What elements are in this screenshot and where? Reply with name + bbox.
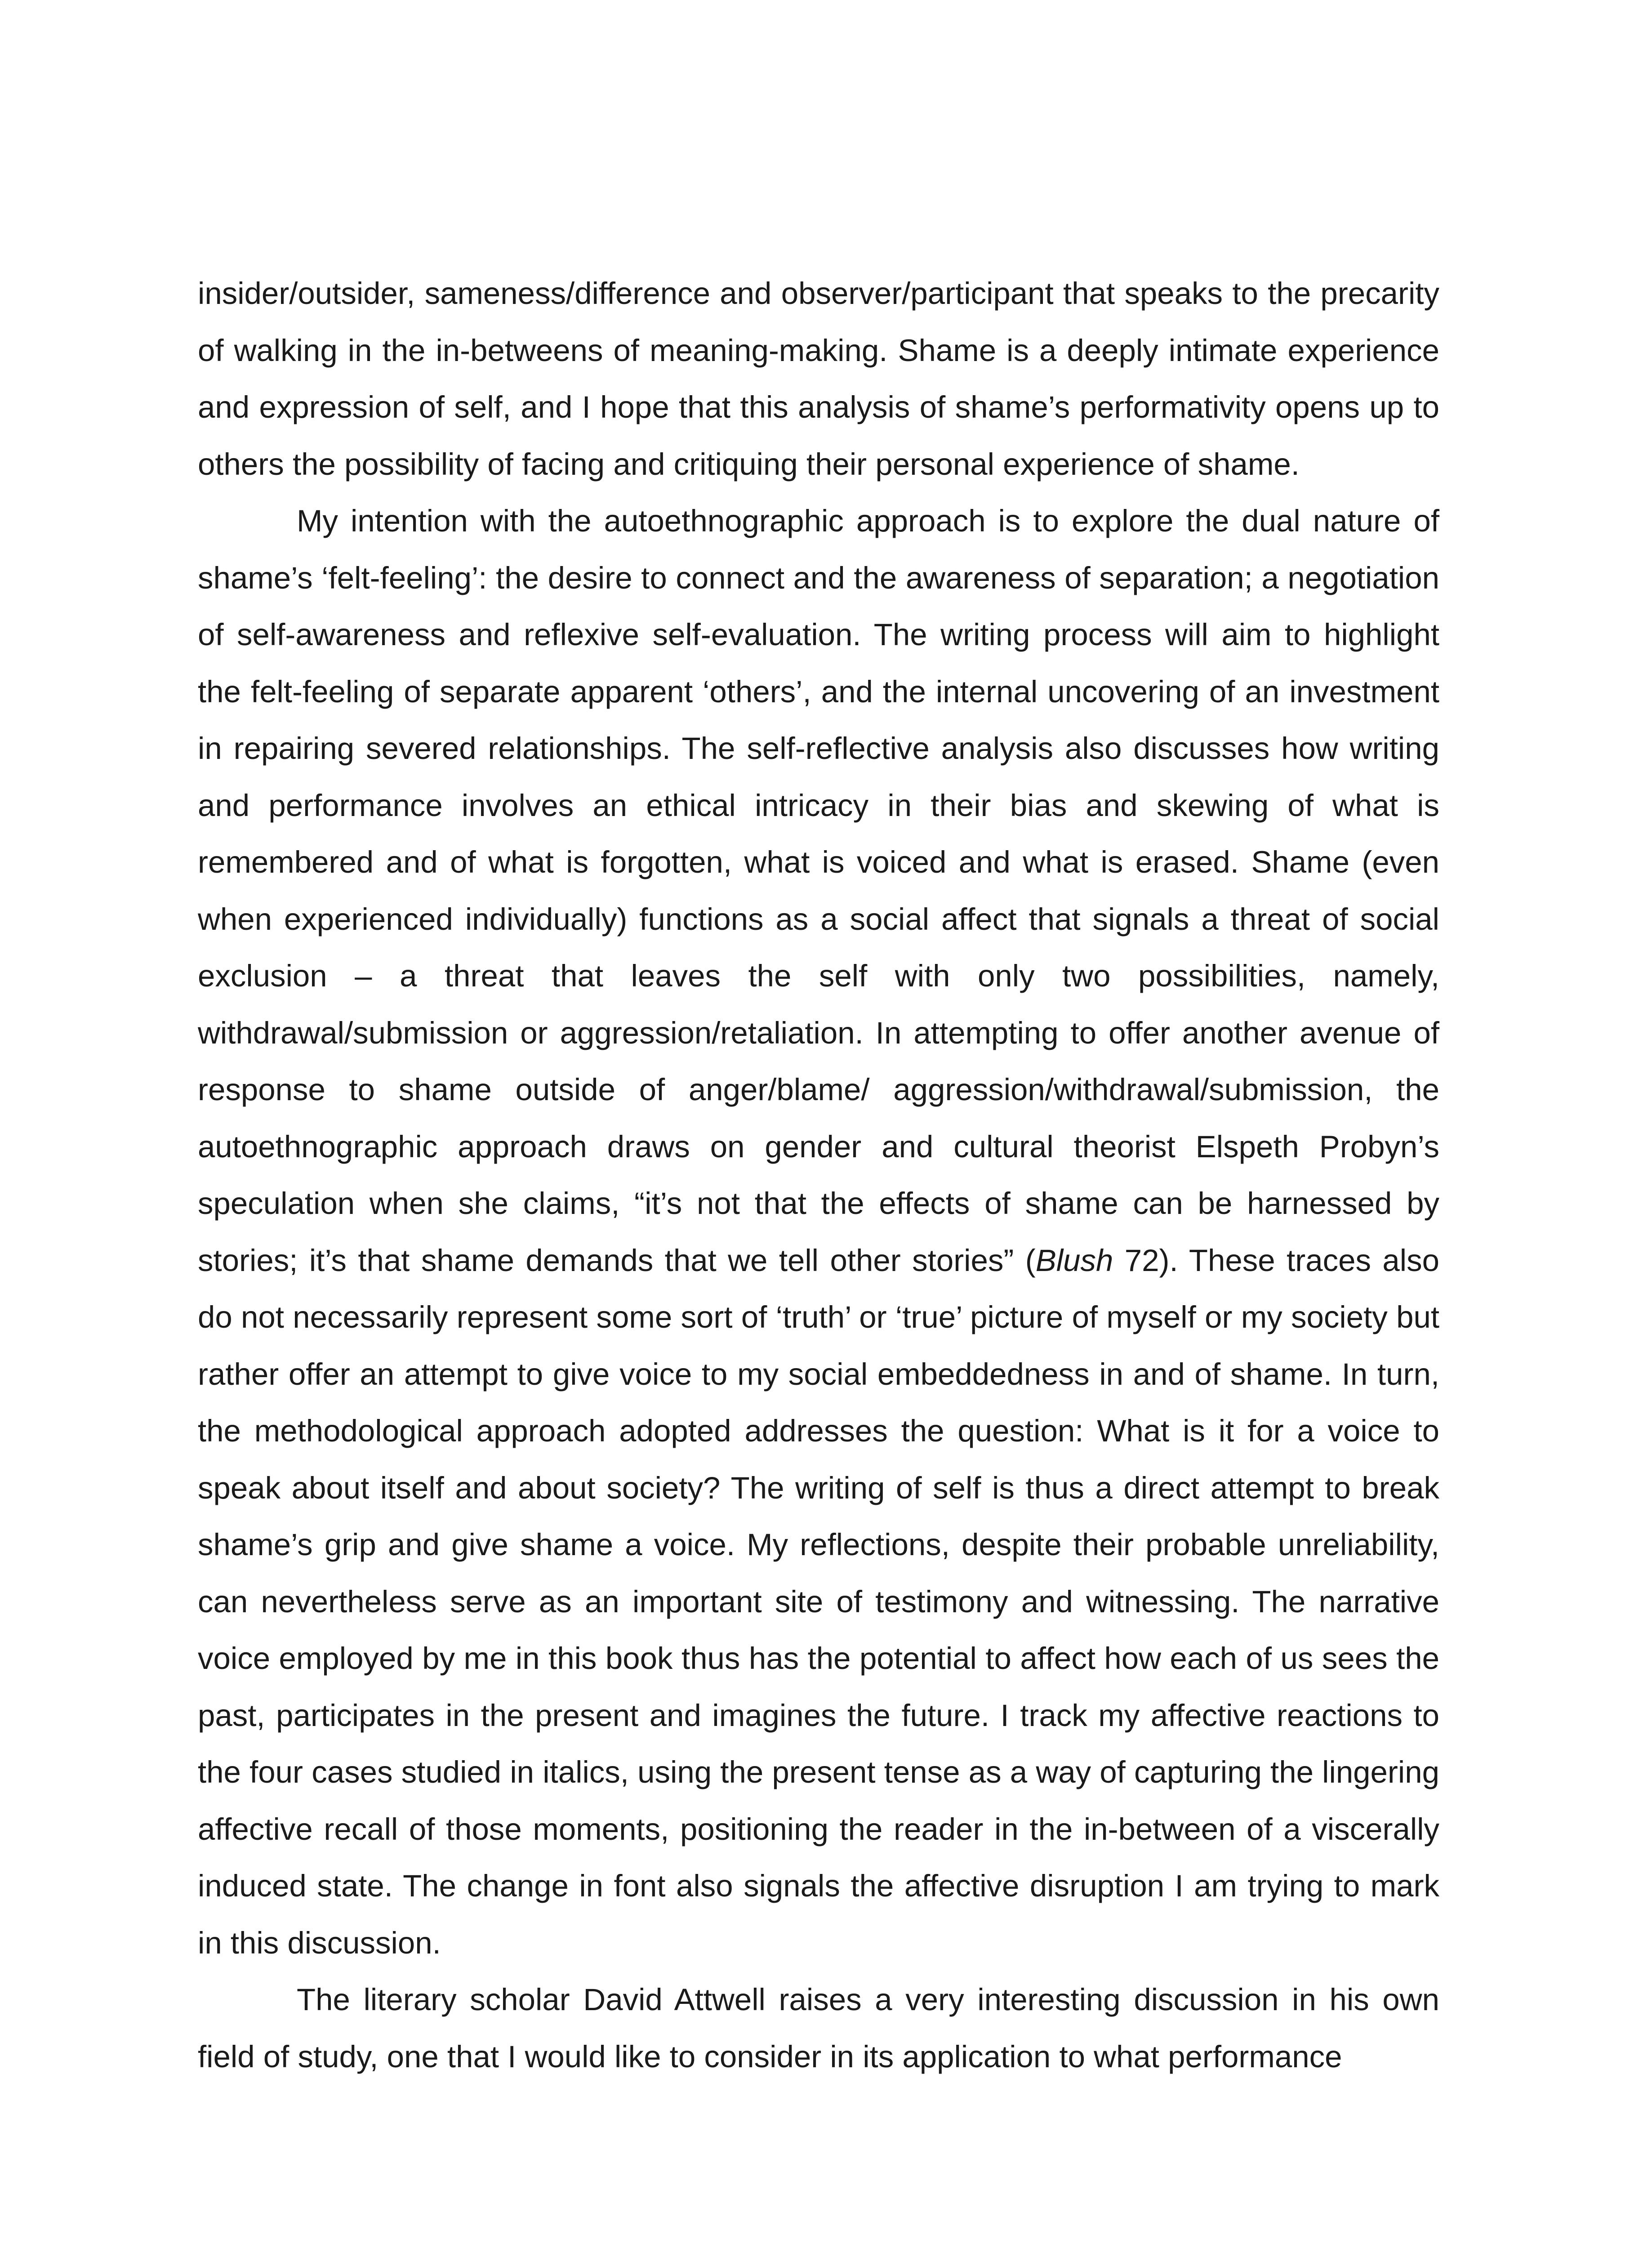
paragraph-2-text-a: My intention with the autoethnographic approach is to explore the dual nature of shame’s ‘felt-feeling’: the desire to connect and the awareness of separation; a negotiation of self-awareness and reflexive self-evaluation. The writing process will aim to highlight the felt-feeling of separate apparent ‘others’, and the internal uncovering of an investment in repairing severed relationships. The self-reflective analysis also discusses how writing and performance involves an ethical intricacy in their bias and skewing of what is remembered and of what is forgotten, what is voiced and what is erased. Shame (even when experienced individually) functions as a social affect that signals a threat of social exclusion – a threat that leaves the self with only two possibilities, namely, withdrawal/submission or aggression/retaliation. In attempting to offer another avenue of response to shame outside of anger/blame/ aggression/withdrawal/submission, the autoethnographic approach draws on gender and cultural theorist Elspeth Probyn’s speculation when she claims, “it’s not that the effects of shame can be harnessed by stories; it’s that shame demands that we tell other stories” ( [198, 504, 1439, 1278]
paragraph-3 [198, 1971, 1439, 2085]
book-title-blush: Blush [1035, 1243, 1113, 1278]
paragraph-1-text: insider/outsider, sameness/difference and observer/participant that speaks to the precarity of walking in the in-betweens of meaning-making. Shame is a deeply intimate experience and expression of self, and I hope that this analysis of shame’s performativity opens up to others the possibility of facing and critiquing their personal experience of shame. [198, 276, 1439, 482]
body-text [198, 265, 1439, 2085]
paragraph-3-text: The literary scholar David Attwell raises a very interesting discussion in his own field of study, one that I would like to consider in its application to what performance [198, 1982, 1439, 2074]
paragraph-1 [198, 265, 1439, 493]
paragraph-2-text-b: 72). These traces also do not necessarily represent some sort of ‘truth’ or ‘true’ picture of myself or my society but rather offer an attempt to give voice to my social embeddedness in and of shame. In turn, the methodological approach adopted addresses the question: What is it for a voice to speak about itself and about society? The writing of self is thus a direct attempt to break shame’s grip and give shame a voice. My reflections, despite their probable unreliability, can nevertheless serve as an important site of testimony and witnessing. The narrative voice employed by me in this book thus has the potential to affect how each of us sees the past, participates in the present and imagines the future. I track my affective reactions to the four cases studied in italics, using the present tense as a way of capturing the lingering affective recall of those moments, positioning the reader in the in-between of a viscerally induced state. The change in font also signals the affective disruption I am trying to mark in this discussion. [198, 1243, 1439, 1960]
paragraph-2 [198, 493, 1439, 1971]
